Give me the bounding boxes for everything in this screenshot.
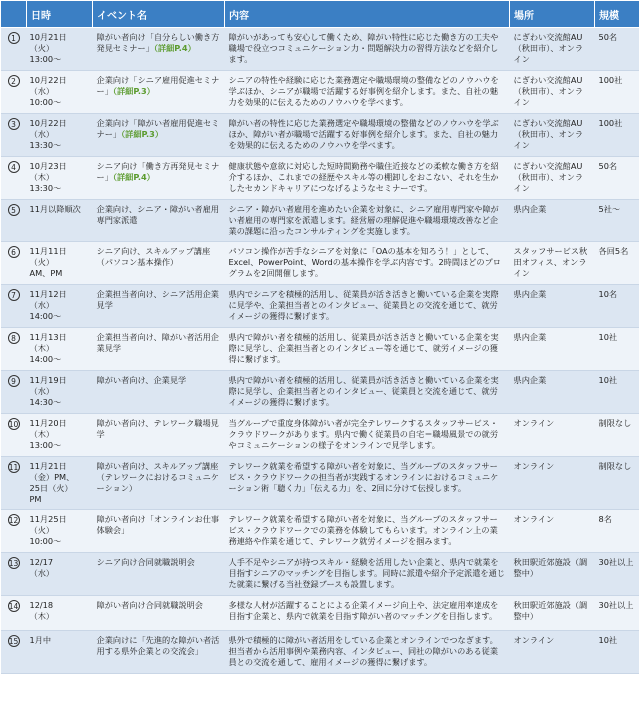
date-text: 11月13日 （木） 14:00～	[29, 332, 67, 364]
content-cell: シニア・障がい者雇用を進めたい企業を対象に、シニア雇用専門家や障がい者雇用の専門家を派遣します。経営層の理解促進や職場環境改善など企業の課題に沿ったコンサルティングを実施します。	[225, 200, 510, 242]
row-number-cell	[1, 414, 27, 457]
table-body	[1, 28, 639, 674]
content-cell: 多様な人材が活躍することによる企業イメージ向上や、法定雇用率達成を目指す企業と、県内で就業を目指す障がい者のマッチングを目指します。	[225, 596, 510, 631]
event-cell	[93, 114, 225, 157]
row-number-cell	[1, 510, 27, 553]
scale-cell: 100社	[595, 114, 639, 157]
event-cell	[93, 200, 225, 242]
date-cell	[27, 553, 93, 596]
table-row	[1, 510, 639, 553]
event-name: 障がい者向け「自分らしい働き方発見セミナー」	[96, 32, 220, 53]
event-cell	[93, 457, 225, 510]
content-cell: 当グループで重度身体障がい者が完全テレワークするスタッフサービス・クラウドワークがあります。県内で働く従業員の自宅＝職場風景での就労やコミュニケーションの様子をオンラインで見学します。	[225, 414, 510, 457]
event-name: シニア向け合同就職説明会	[96, 557, 195, 567]
header-date: 日時	[27, 1, 93, 28]
content-cell: シニアの特性や経験に応じた業務選定や職場環境の整備などのノウハウを学ぶほか、シニアが職場で活躍する好事例を紹介します。また、自社の魅力を効果的に伝えるためのノウハウを学べます。	[225, 71, 510, 114]
content-cell: テレワーク就業を希望する障がい者を対象に、当グループのスタッフサービス・クラウドワークでの業務を体験してもらいます。オンライン上の業務連絡や作業を通じて、テレワーク就労イメージを掴みます。	[225, 510, 510, 553]
row-number-badge: 9	[8, 375, 20, 387]
detail-page-link[interactable]: （詳細P.4）	[153, 43, 196, 53]
date-text: 10月21日 （火） 13:00～	[29, 32, 67, 64]
scale-cell: 30社以上	[595, 596, 639, 631]
event-cell	[93, 71, 225, 114]
date-text: 11月20日 （木） 13:00～	[29, 418, 67, 450]
table-row	[1, 414, 639, 457]
table-row	[1, 285, 639, 328]
event-name: 企業担当者向け、シニア活用企業見学	[96, 289, 219, 310]
row-number-cell	[1, 157, 27, 200]
row-number-badge: 8	[8, 332, 20, 344]
content-cell: 県外で積極的に障がい者活用をしている企業とオンラインでつなぎます。担当者から活用事例や業務内容、インタビュー、同社の障がいのある従業員との交流を通して、雇用イメージの獲得に繋げます。	[225, 631, 510, 674]
date-cell	[27, 631, 93, 674]
date-text: 11月12日 （水） 14:00～	[29, 289, 67, 321]
table-row	[1, 631, 639, 674]
event-cell	[93, 242, 225, 285]
place-cell: スタッフサービス秋田オフィス、オンライン	[510, 242, 595, 285]
event-cell	[93, 285, 225, 328]
date-cell	[27, 157, 93, 200]
table-row	[1, 596, 639, 631]
header-row	[1, 1, 639, 28]
row-number-cell	[1, 200, 27, 242]
header-place: 場所	[510, 1, 595, 28]
date-cell	[27, 510, 93, 553]
place-cell: 秋田駅近郊施設（調整中）	[510, 553, 595, 596]
detail-page-link[interactable]: （詳細P.3）	[121, 129, 164, 139]
place-cell: オンライン	[510, 457, 595, 510]
row-number-cell	[1, 371, 27, 414]
table-row	[1, 328, 639, 371]
table-row	[1, 200, 639, 242]
event-cell	[93, 157, 225, 200]
content-cell: 県内でシニアを積極的活用し、従業員が活き活きと働いている企業を実際に見学や、企業担当者とのインタビュー、従業員との交流を通じて、就労イメージの獲得に繋げます。	[225, 285, 510, 328]
row-number-cell	[1, 631, 27, 674]
table-row	[1, 28, 639, 71]
place-cell: にぎわい交流館AU（秋田市）、オンライン	[510, 71, 595, 114]
row-number-cell	[1, 328, 27, 371]
date-cell	[27, 457, 93, 510]
table-header	[1, 1, 639, 28]
date-cell	[27, 328, 93, 371]
content-cell: テレワーク就業を希望する障がい者を対象に、当グループのスタッフサービス・クラウドワークの担当者が実践するオンラインにおけるコミュニケーション術「聴く力」「伝える力」を、2回に分けて伝授します。	[225, 457, 510, 510]
row-number-badge: 14	[8, 602, 19, 611]
row-number-cell	[1, 596, 27, 631]
content-cell: 県内で障がい者を積極的活用し、従業員が活き活きと働いている企業を実際に見学し、企業担当者とのインタビュー、従業員と交流を通じて、就労イメージの獲得に繋げます。	[225, 371, 510, 414]
date-cell	[27, 114, 93, 157]
row-number-cell	[1, 71, 27, 114]
header-event: イベント名	[93, 1, 225, 28]
date-text: 11月25日 （火） 10:00～	[29, 514, 67, 546]
event-name: 障がい者向け、企業見学	[96, 375, 187, 385]
place-cell: 県内企業	[510, 328, 595, 371]
row-number-badge: 2	[8, 75, 20, 87]
scale-cell: 10社	[595, 631, 639, 674]
event-name: 障がい者向け「オンラインお仕事体験会」	[96, 514, 220, 535]
content-cell: 障がい者の特性に応じた業務選定や職場環境の整備などのノウハウを学ぶほか、障がい者が職場で活躍する好事例を紹介します。また、自社の魅力を効果的に伝えるためのノウハウを学べます。	[225, 114, 510, 157]
content-cell: 障がいがあっても安心して働くため、障がい特性に応じた働き方の工夫や職場で役立つコミュニケーション力・問題解決力の習得方法などを紹介します。	[225, 28, 510, 71]
event-name: 企業向け「シニア雇用促進セミナー」	[96, 75, 220, 96]
header-scale: 規模	[595, 1, 639, 28]
date-cell	[27, 28, 93, 71]
row-number-cell	[1, 285, 27, 328]
detail-page-link[interactable]: （詳細P.3）	[112, 86, 155, 96]
date-cell	[27, 71, 93, 114]
row-number-badge: 3	[8, 118, 20, 130]
date-text: 11月21日 （金）PM、 25日（火） PM	[29, 461, 75, 504]
event-name: 障がい者向け、スキルアップ講座（テレワークにおけるコミュニケーション）	[96, 461, 219, 493]
event-cell	[93, 631, 225, 674]
event-name: 企業向け、シニア・障がい者雇用専門家派遣	[96, 204, 219, 225]
scale-cell: 100社	[595, 71, 639, 114]
row-number-cell	[1, 457, 27, 510]
date-cell	[27, 371, 93, 414]
place-cell: オンライン	[510, 414, 595, 457]
table-row	[1, 371, 639, 414]
detail-page-link[interactable]: （詳細P.4）	[112, 172, 155, 182]
date-text: 12/18 （木）	[29, 600, 55, 621]
event-cell	[93, 28, 225, 71]
row-number-badge: 1	[8, 32, 20, 44]
scale-cell: 30社以上	[595, 553, 639, 596]
table-row	[1, 71, 639, 114]
row-number-badge: 7	[8, 289, 20, 301]
content-cell: 健康状態や意欲に対応した短時間勤務や職住近接などの柔軟な働き方を紹介するほか、これまでの経歴やスキル等の棚卸しをおこない、それを生かしたセカンドキャリアにつなげるようなセミナーです。	[225, 157, 510, 200]
row-number-badge: 4	[8, 161, 20, 173]
table-row	[1, 553, 639, 596]
table-row	[1, 242, 639, 285]
place-cell: にぎわい交流館AU（秋田市）、オンライン	[510, 28, 595, 71]
row-number-badge: 5	[8, 204, 20, 216]
date-text: 10月23日 （木） 13:30～	[29, 161, 67, 193]
scale-cell: 10社	[595, 328, 639, 371]
place-cell: 県内企業	[510, 285, 595, 328]
date-cell	[27, 285, 93, 328]
table-row	[1, 457, 639, 510]
place-cell: にぎわい交流館AU（秋田市）、オンライン	[510, 157, 595, 200]
date-text: 11月以降順次	[29, 204, 81, 214]
date-text: 11月11日 （火） AM、PM	[29, 246, 67, 278]
place-cell: 県内企業	[510, 200, 595, 242]
scale-cell: 50名	[595, 157, 639, 200]
date-cell	[27, 414, 93, 457]
event-name: 企業向けに「先進的な障がい者活用する県外企業との交流会」	[96, 635, 220, 656]
event-cell	[93, 371, 225, 414]
date-text: 12/17 （水）	[29, 557, 55, 578]
scale-cell: 各回5名	[595, 242, 639, 285]
row-number-badge: 11	[8, 463, 19, 472]
place-cell: 県内企業	[510, 371, 595, 414]
scale-cell: 10名	[595, 285, 639, 328]
scale-cell: 10社	[595, 371, 639, 414]
event-name: シニア向け、スキルアップ講座（パソコン基本操作）	[96, 246, 211, 267]
scale-cell: 50名	[595, 28, 639, 71]
header-content: 内容	[225, 1, 510, 28]
table-row	[1, 157, 639, 200]
scale-cell: 8名	[595, 510, 639, 553]
date-cell	[27, 200, 93, 242]
date-text: 1月中	[29, 635, 52, 645]
event-cell	[93, 414, 225, 457]
event-name: 障がい者向け、テレワーク職場見学	[96, 418, 219, 439]
event-name: 企業向け「障がい者雇用促進セミナー」	[96, 118, 220, 139]
scale-cell: 5社～	[595, 200, 639, 242]
content-cell: 県内で障がい者を積極的活用し、従業員が活き活きと働いている企業を実際に見学し、企業担当者とのインタビュー等を通じて、就労イメージの獲得に繋げます。	[225, 328, 510, 371]
place-cell: オンライン	[510, 510, 595, 553]
scale-cell: 制限なし	[595, 457, 639, 510]
row-number-badge: 12	[8, 516, 19, 525]
event-cell	[93, 596, 225, 631]
date-cell	[27, 596, 93, 631]
row-number-cell	[1, 28, 27, 71]
row-number-cell	[1, 553, 27, 596]
date-text: 10月22日 （水） 10:00～	[29, 75, 67, 107]
place-cell: オンライン	[510, 631, 595, 674]
event-cell	[93, 328, 225, 371]
event-name: 障がい者向け合同就職説明会	[96, 600, 203, 610]
event-name: 企業担当者向け、障がい者活用企業見学	[96, 332, 219, 353]
row-number-badge: 15	[8, 637, 19, 646]
row-number-cell	[1, 114, 27, 157]
event-cell	[93, 510, 225, 553]
date-text: 11月19日 （水） 14:30～	[29, 375, 67, 407]
date-cell	[27, 242, 93, 285]
scale-cell: 制限なし	[595, 414, 639, 457]
event-cell	[93, 553, 225, 596]
header-no	[1, 1, 27, 28]
row-number-badge: 10	[8, 420, 19, 429]
event-name: シニア向け「働き方再発見セミナー」	[96, 161, 220, 182]
content-cell: パソコン操作が苦手なシニアを対象に「OAの基本を知ろう！」として、Excel、PowerPoint、Wordの基本操作を学ぶ内容です。2時間ほどのプログラムを2回開催します。	[225, 242, 510, 285]
content-cell: 人手不足やシニアが持つスキル・経験を活用したい企業と、県内で就業を目指すシニアのマッチングを目指します。同時に派遣や紹介予定派遣を通じた就業に繋げる当社登録ブースも設置します。	[225, 553, 510, 596]
row-number-cell	[1, 242, 27, 285]
table-row	[1, 114, 639, 157]
row-number-badge: 13	[8, 559, 19, 568]
date-text: 10月22日 （水） 13:30～	[29, 118, 67, 150]
place-cell: 秋田駅近郊施設（調整中）	[510, 596, 595, 631]
place-cell: にぎわい交流館AU（秋田市）、オンライン	[510, 114, 595, 157]
row-number-badge: 6	[8, 246, 20, 258]
